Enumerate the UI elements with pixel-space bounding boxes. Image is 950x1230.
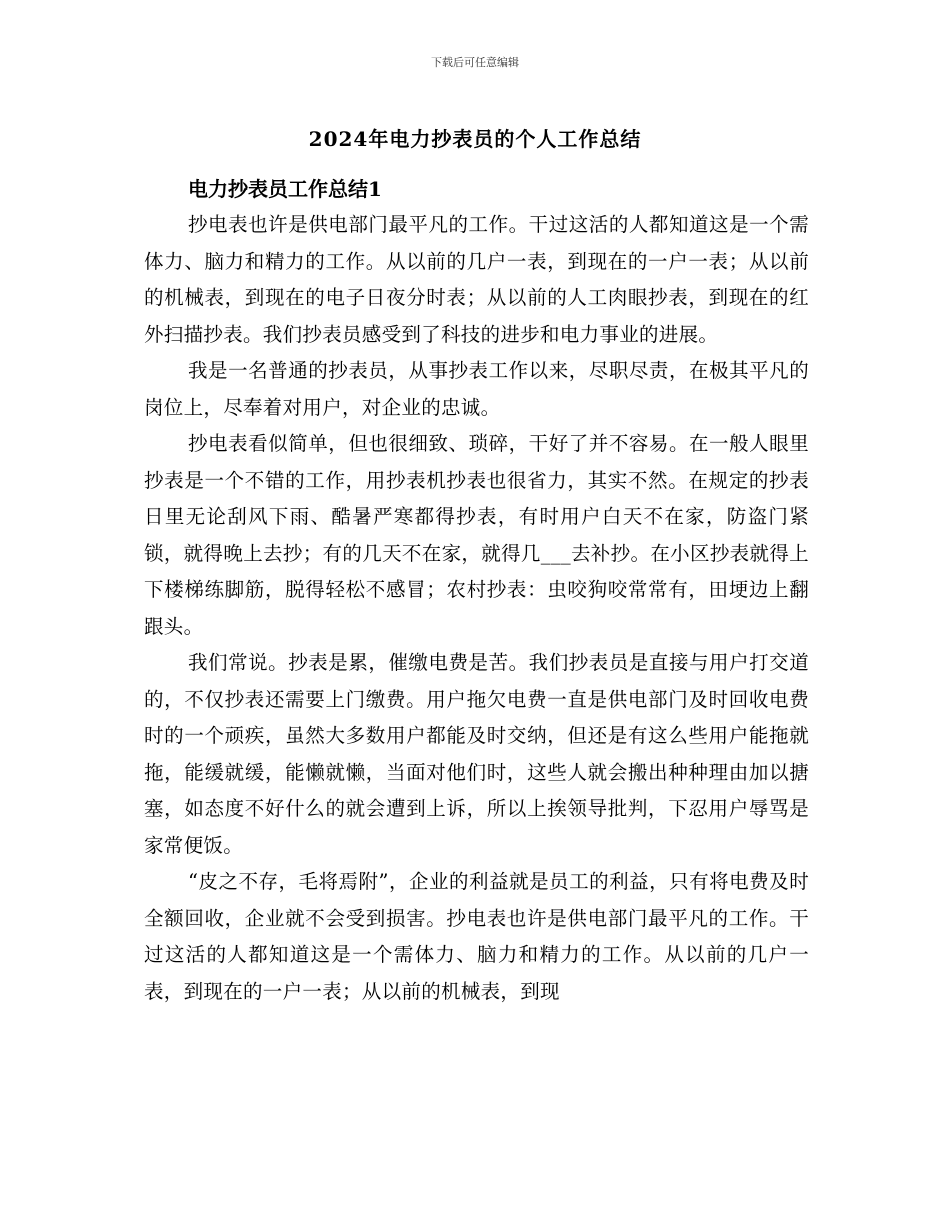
header-note: 下载后可任意编辑 — [431, 56, 519, 69]
section-title: 电力抄表员工作总结1 — [188, 177, 382, 201]
document-body — [144, 171, 809, 1010]
paragraph: 我们常说。抄表是累，催缴电费是苦。我们抄表员是直接与用户打交道的，不仅抄表还需要上门缴费。用户拖欠电费一直是供电部门及时回收电费时的一个顽疾，虽然大多数用户都能及时交纳，但还是有这么些用户能拖就拖，能缓就缓，能懒就懒，当面对他们时，这些人就会搬出种种理由加以搪塞，如态度不好什么的就会遭到上诉，所以上挨领导批判，下忍用户辱骂是家常便饭。 — [144, 651, 809, 857]
paragraph: 抄电表看似简单，但也很细致、琐碎，干好了并不容易。在一般人眼里抄表是一个不错的工作，用抄表机抄表也很省力，其实不然。在规定的抄表日里无论刮风下雨、酷暑严寒都得抄表，有时用户白天不在家，防盗门紧锁，就得晚上去抄；有的几天不在家，就得几___去补抄。在小区抄表就得上下楼梯练脚筋，脱得轻松不感冒；农村抄表：虫咬狗咬常常有，田埂边上翻跟头。 — [144, 432, 809, 638]
document-title: 2024年电力抄表员的个人工作总结 — [308, 127, 642, 151]
paragraph: 我是一名普通的抄表员，从事抄表工作以来，尽职尽责，在极其平凡的岗位上，尽奉着对用户，对企业的忠诚。 — [144, 359, 809, 419]
paragraph: “皮之不存，毛将焉附”，企业的利益就是员工的利益，只有将电费及时全额回收，企业就不会受到损害。抄电表也许是供电部门最平凡的工作。干过这活的人都知道这是一个需体力、脑力和精力的工作。从以前的几户一表，到现在的一户一表；从以前的机械表，到现 — [144, 870, 809, 1003]
paragraph: 抄电表也许是供电部门最平凡的工作。干过这活的人都知道这是一个需体力、脑力和精力的工作。从以前的几户一表，到现在的一户一表；从以前的机械表，到现在的电子日夜分时表；从以前的人工肉眼抄表，到现在的红外扫描抄表。我们抄表员感受到了科技的进步和电力事业的进展。 — [144, 213, 809, 346]
